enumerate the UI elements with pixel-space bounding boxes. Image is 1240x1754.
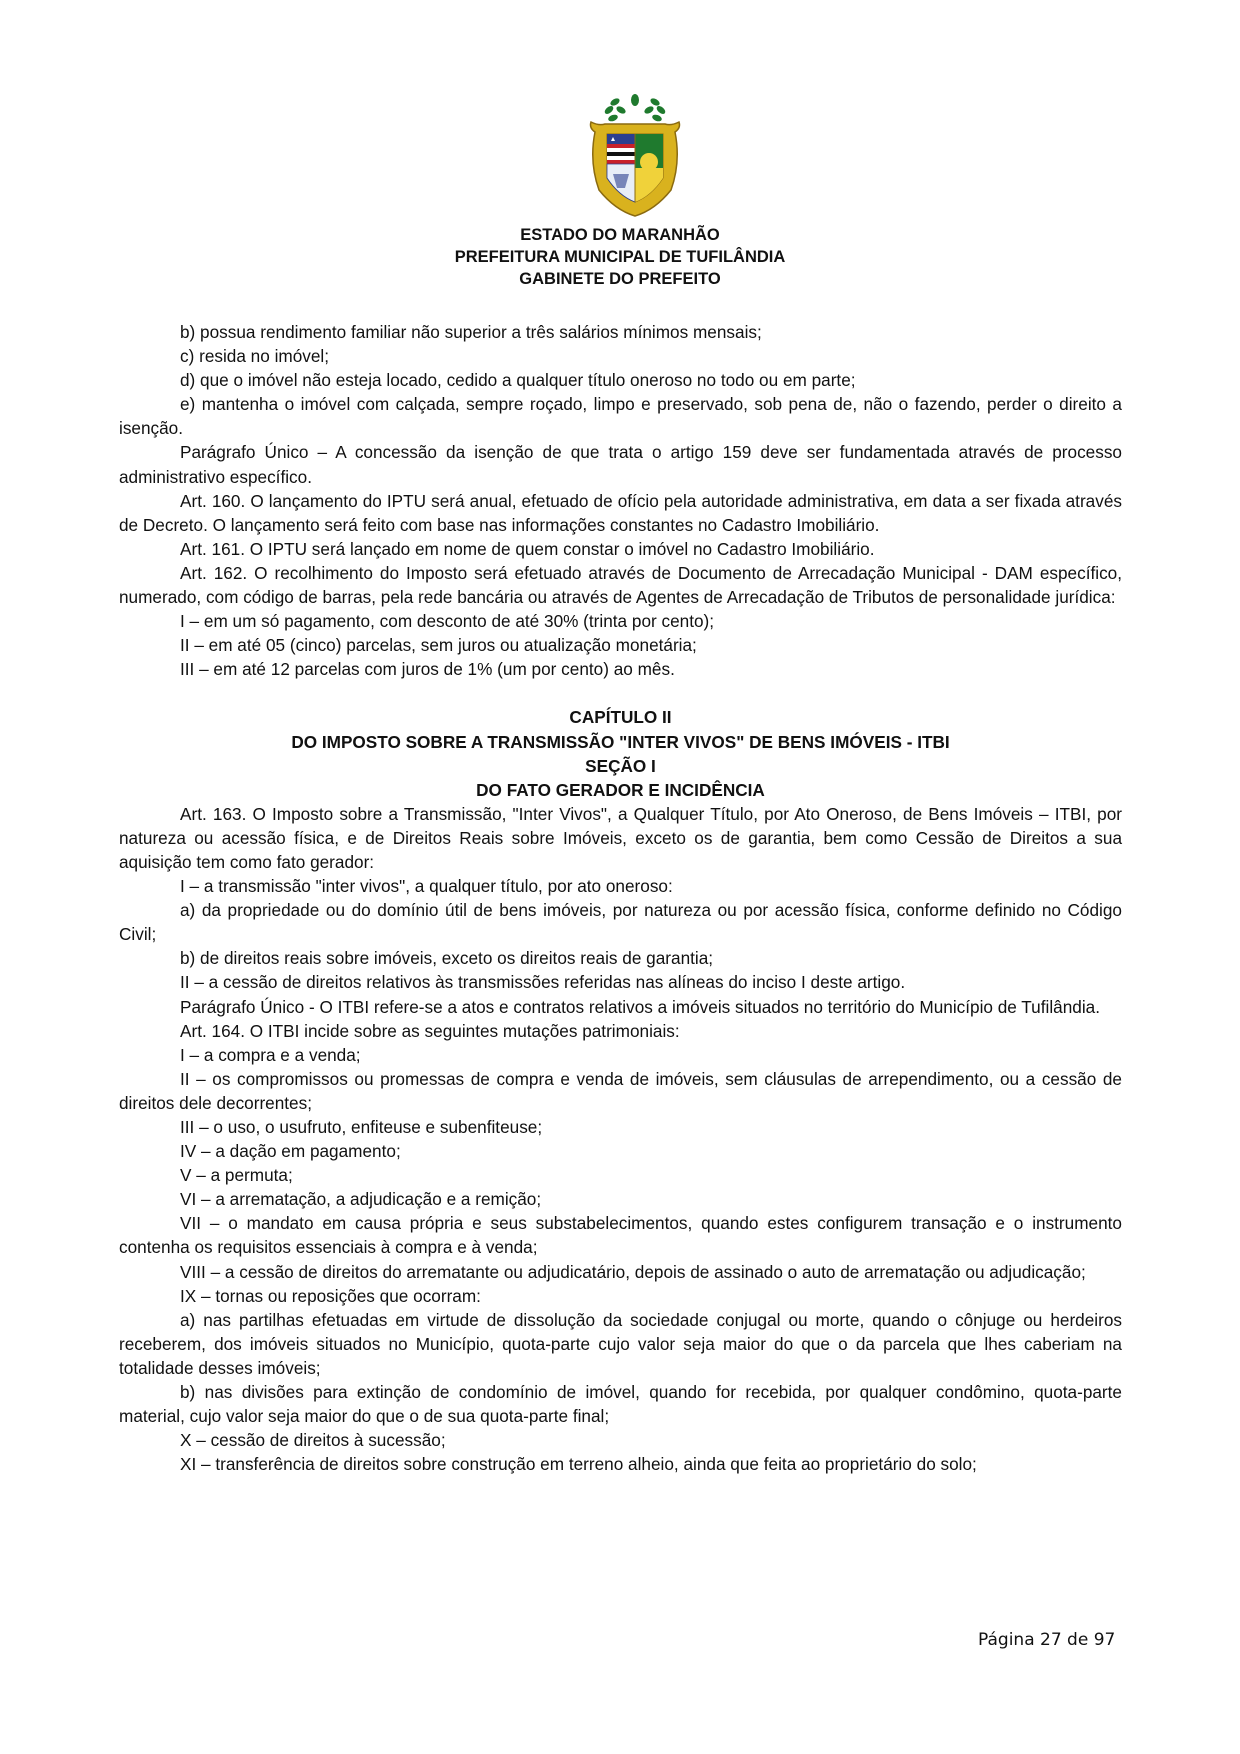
chapter-heading: CAPÍTULO II [569,707,672,728]
paragraph: Parágrafo Único – A concessão da isenção de que trata o artigo 159 deve ser fundamentada através de processo administrativo específico. [119,442,1122,487]
paragraph: b) nas divisões para extinção de condomínio de imóvel, quando for recebida, por qualquer condômino, quota-parte material, cujo valor seja maior do que o de sua quota-parte final; [119,1382,1122,1427]
paragraph: IV – a dação em pagamento; [180,1141,401,1162]
paragraph: Art. 160. O lançamento do IPTU será anual, efetuado de ofício pela autoridade administrativa, em data a ser fixada através de Decreto. O lançamento será feito com base nas informações constantes no Cadastro Imobiliário. [119,490,1122,535]
paragraph: IX – tornas ou reposições que ocorram: [180,1285,481,1306]
paragraph: e) mantenha o imóvel com calçada, sempre roçado, limpo e preservado, sob pena de, não o fazendo, perder o direito a isenção. [119,394,1122,439]
state-name: ESTADO DO MARANHÃO [520,226,720,244]
paragraph: X – cessão de direitos à sucessão; [180,1430,446,1451]
municipality-name: PREFEITURA MUNICIPAL DE TUFILÂNDIA [454,248,786,266]
paragraph: II – em até 05 (cinco) parcelas, sem juros ou atualização monetária; [180,635,697,656]
office-name: GABINETE DO PREFEITO [519,270,721,288]
spacer [119,681,1122,705]
paragraph: Art. 161. O IPTU será lançado em nome de quem constar o imóvel no Cadastro Imobiliário. [180,538,875,559]
paragraph: a) da propriedade ou do domínio útil de bens imóveis, por natureza ou por acessão física, conforme definido no Código Civil; [119,900,1122,945]
chapter-title: DO IMPOSTO SOBRE A TRANSMISSÃO "INTER VIVOS" DE BENS IMÓVEIS - ITBI [291,731,950,752]
paragraph: XI – transferência de direitos sobre construção em terreno alheio, ainda que feita ao proprietário do solo; [180,1454,977,1475]
paragraph: VI – a arrematação, a adjudicação e a remição; [180,1189,542,1210]
page-number: Página 27 de 97 [978,1630,1116,1650]
paragraph: I – em um só pagamento, com desconto de até 30% (trinta por cento); [180,611,715,632]
paragraph: Art. 162. O recolhimento do Imposto será efetuado através de Documento de Arrecadação Municipal - DAM específico, numerado, com código de barras, pela rede bancária ou através de Agentes de Arrecadação de Tributos de personalidade jurídica: [119,562,1122,608]
paragraph: Parágrafo Único - O ITBI refere-se a atos e contratos relativos a imóveis situados no território do Município de Tufilândia. [180,996,1100,1017]
paragraph: VIII – a cessão de direitos do arrematante ou adjudicatário, depois de assinado o auto de arrematação ou adjudicação; [180,1261,1086,1282]
paragraph: c) resida no imóvel; [180,346,330,367]
section-heading: SEÇÃO I [585,755,656,776]
paragraph: b) possua rendimento familiar não superior a três salários mínimos mensais; [180,322,762,342]
paragraph: I – a transmissão "inter vivos", a qualquer título, por ato oneroso: [180,876,673,897]
paragraph: VII – o mandato em causa própria e seus substabelecimentos, quando estes configurem transação e o instrumento contenha os requisitos essenciais à compra e à venda; [119,1213,1122,1258]
section-title: DO FATO GERADOR E INCIDÊNCIA [476,779,765,800]
paragraph: d) que o imóvel não esteja locado, cedido a qualquer título oneroso no todo ou em parte; [180,370,856,391]
paragraph: b) de direitos reais sobre imóveis, exceto os direitos reais de garantia; [180,948,714,969]
paragraph: I – a compra e a venda; [180,1044,361,1065]
paragraph: V – a permuta; [180,1165,293,1186]
laurel-icon [603,94,667,123]
paragraph: Art. 163. O Imposto sobre a Transmissão, "Inter Vivos", a Qualquer Título, por Ato Oneroso, de Bens Imóveis – ITBI, por natureza ou acessão física, e de Direitos Reais sobre Imóveis, exceto os de garantia, bem como Cessão de Direitos a sua aquisição tem como fato gerador: [119,803,1122,872]
document-header [0,224,1240,290]
paragraph: III – em até 12 parcelas com juros de 1% (um por cento) ao mês. [180,659,675,680]
document-body [119,320,1122,1476]
paragraph: a) nas partilhas efetuadas em virtude de dissolução da sociedade conjugal ou morte, quando o cônjuge ou herdeiros receberem, dos imóveis situados no Município, quota-parte cujo valor seja maior do que o da parcela que lhes caberiam na totalidade desses imóveis; [119,1309,1122,1378]
paragraph: II – os compromissos ou promessas de compra e venda de imóveis, sem cláusulas de arrependimento, ou a cessão de direitos dele decorrentes; [119,1068,1122,1113]
paragraph: II – a cessão de direitos relativos às transmissões referidas nas alíneas do inciso I deste artigo. [180,972,906,993]
coat-of-arms-emblem [585,92,685,222]
paragraph: III – o uso, o usufruto, enfiteuse e subenfiteuse; [180,1117,543,1137]
paragraph: Art. 164. O ITBI incide sobre as seguintes mutações patrimoniais: [180,1020,680,1041]
